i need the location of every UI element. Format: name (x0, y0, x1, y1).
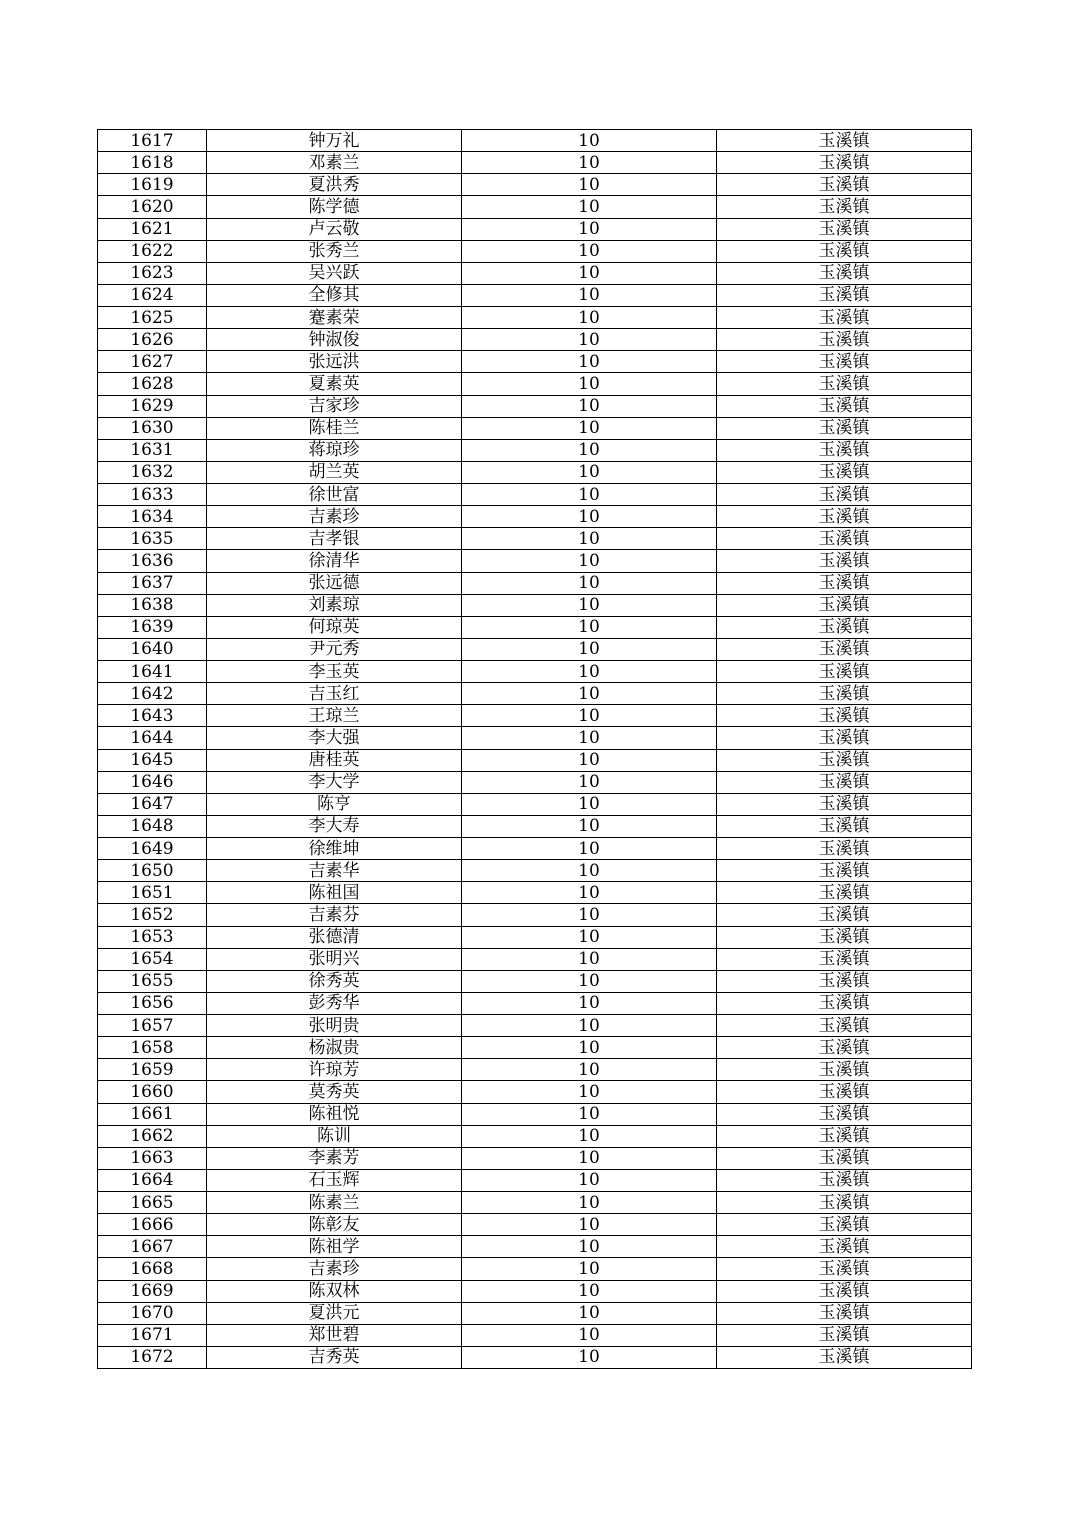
table-row (98, 130, 972, 152)
amount-cell: 10 (462, 484, 717, 506)
amount-cell: 10 (462, 1037, 717, 1059)
name-cell: 夏洪元 (207, 1302, 462, 1324)
row-number-cell: 1630 (98, 417, 207, 439)
amount-cell: 10 (462, 727, 717, 749)
row-number-cell: 1624 (98, 284, 207, 306)
amount-cell: 10 (462, 1169, 717, 1191)
town-cell: 玉溪镇 (717, 1214, 972, 1236)
table-row (98, 395, 972, 417)
name-cell: 彭秀华 (207, 992, 462, 1014)
name-cell: 陈双林 (207, 1280, 462, 1302)
table-row (98, 727, 972, 749)
amount-cell: 10 (462, 594, 717, 616)
table-row (98, 240, 972, 262)
amount-cell: 10 (462, 1324, 717, 1346)
town-cell: 玉溪镇 (717, 793, 972, 815)
amount-cell: 10 (462, 373, 717, 395)
table-row (98, 373, 972, 395)
row-number-cell: 1625 (98, 307, 207, 329)
table-row (98, 1192, 972, 1214)
row-number-cell: 1654 (98, 948, 207, 970)
name-cell: 李玉英 (207, 661, 462, 683)
amount-cell: 10 (462, 1280, 717, 1302)
table-row (98, 683, 972, 705)
town-cell: 玉溪镇 (717, 926, 972, 948)
amount-cell: 10 (462, 174, 717, 196)
row-number-cell: 1656 (98, 992, 207, 1014)
table-row (98, 661, 972, 683)
town-cell: 玉溪镇 (717, 373, 972, 395)
table-row (98, 926, 972, 948)
row-number-cell: 1631 (98, 439, 207, 461)
name-cell: 许琼芳 (207, 1059, 462, 1081)
town-cell: 玉溪镇 (717, 771, 972, 793)
name-cell: 刘素琼 (207, 594, 462, 616)
table-row (98, 838, 972, 860)
amount-cell: 10 (462, 1059, 717, 1081)
table-row (98, 1037, 972, 1059)
table-row (98, 793, 972, 815)
town-cell: 玉溪镇 (717, 1169, 972, 1191)
name-cell: 王琼兰 (207, 705, 462, 727)
amount-cell: 10 (462, 882, 717, 904)
table-row (98, 638, 972, 660)
amount-cell: 10 (462, 926, 717, 948)
row-number-cell: 1660 (98, 1081, 207, 1103)
town-cell: 玉溪镇 (717, 860, 972, 882)
row-number-cell: 1655 (98, 970, 207, 992)
row-number-cell: 1669 (98, 1280, 207, 1302)
row-number-cell: 1619 (98, 174, 207, 196)
amount-cell: 10 (462, 616, 717, 638)
row-number-cell: 1639 (98, 616, 207, 638)
town-cell: 玉溪镇 (717, 815, 972, 837)
table-row (98, 1059, 972, 1081)
row-number-cell: 1622 (98, 240, 207, 262)
amount-cell: 10 (462, 307, 717, 329)
name-cell: 唐桂英 (207, 749, 462, 771)
amount-cell: 10 (462, 793, 717, 815)
town-cell: 玉溪镇 (717, 240, 972, 262)
row-number-cell: 1642 (98, 683, 207, 705)
name-cell: 陈学德 (207, 196, 462, 218)
name-cell: 陈素兰 (207, 1192, 462, 1214)
table-row (98, 970, 972, 992)
row-number-cell: 1638 (98, 594, 207, 616)
town-cell: 玉溪镇 (717, 970, 972, 992)
amount-cell: 10 (462, 461, 717, 483)
town-cell: 玉溪镇 (717, 351, 972, 373)
row-number-cell: 1632 (98, 461, 207, 483)
table-row (98, 218, 972, 240)
amount-cell: 10 (462, 838, 717, 860)
name-cell: 吉孝银 (207, 528, 462, 550)
row-number-cell: 1657 (98, 1015, 207, 1037)
name-cell: 卢云敬 (207, 218, 462, 240)
table-row (98, 815, 972, 837)
name-cell: 蒋琼珍 (207, 439, 462, 461)
row-number-cell: 1667 (98, 1236, 207, 1258)
amount-cell: 10 (462, 395, 717, 417)
amount-cell: 10 (462, 1236, 717, 1258)
town-cell: 玉溪镇 (717, 218, 972, 240)
row-number-cell: 1662 (98, 1125, 207, 1147)
amount-cell: 10 (462, 970, 717, 992)
table-row (98, 1302, 972, 1324)
name-cell: 陈祖国 (207, 882, 462, 904)
row-number-cell: 1648 (98, 815, 207, 837)
town-cell: 玉溪镇 (717, 1059, 972, 1081)
town-cell: 玉溪镇 (717, 152, 972, 174)
name-cell: 吉玉红 (207, 683, 462, 705)
row-number-cell: 1634 (98, 506, 207, 528)
town-cell: 玉溪镇 (717, 727, 972, 749)
table-row (98, 771, 972, 793)
name-cell: 徐世富 (207, 484, 462, 506)
town-cell: 玉溪镇 (717, 284, 972, 306)
town-cell: 玉溪镇 (717, 484, 972, 506)
name-cell: 钟万礼 (207, 130, 462, 152)
row-number-cell: 1670 (98, 1302, 207, 1324)
town-cell: 玉溪镇 (717, 992, 972, 1014)
name-cell: 陈训 (207, 1125, 462, 1147)
town-cell: 玉溪镇 (717, 395, 972, 417)
amount-cell: 10 (462, 1147, 717, 1169)
table-row (98, 329, 972, 351)
table-row (98, 417, 972, 439)
amount-cell: 10 (462, 1103, 717, 1125)
row-number-cell: 1617 (98, 130, 207, 152)
amount-cell: 10 (462, 1192, 717, 1214)
name-cell: 陈祖悦 (207, 1103, 462, 1125)
table-row (98, 174, 972, 196)
table-row (98, 262, 972, 284)
name-cell: 尹元秀 (207, 638, 462, 660)
row-number-cell: 1653 (98, 926, 207, 948)
amount-cell: 10 (462, 683, 717, 705)
table-row (98, 461, 972, 483)
name-cell: 陈彰友 (207, 1214, 462, 1236)
name-cell: 胡兰英 (207, 461, 462, 483)
table-row (98, 860, 972, 882)
amount-cell: 10 (462, 240, 717, 262)
amount-cell: 10 (462, 550, 717, 572)
town-cell: 玉溪镇 (717, 329, 972, 351)
row-number-cell: 1644 (98, 727, 207, 749)
town-cell: 玉溪镇 (717, 1015, 972, 1037)
row-number-cell: 1647 (98, 793, 207, 815)
amount-cell: 10 (462, 1125, 717, 1147)
town-cell: 玉溪镇 (717, 1125, 972, 1147)
town-cell: 玉溪镇 (717, 417, 972, 439)
town-cell: 玉溪镇 (717, 550, 972, 572)
town-cell: 玉溪镇 (717, 1192, 972, 1214)
name-cell: 吴兴跃 (207, 262, 462, 284)
town-cell: 玉溪镇 (717, 749, 972, 771)
town-cell: 玉溪镇 (717, 594, 972, 616)
table-row (98, 948, 972, 970)
name-cell: 张秀兰 (207, 240, 462, 262)
amount-cell: 10 (462, 1015, 717, 1037)
amount-cell: 10 (462, 351, 717, 373)
name-cell: 蹇素荣 (207, 307, 462, 329)
name-cell: 张明贵 (207, 1015, 462, 1037)
table-row (98, 882, 972, 904)
town-cell: 玉溪镇 (717, 1081, 972, 1103)
table-row (98, 1103, 972, 1125)
table-row (98, 196, 972, 218)
row-number-cell: 1626 (98, 329, 207, 351)
row-number-cell: 1629 (98, 395, 207, 417)
row-number-cell: 1641 (98, 661, 207, 683)
amount-cell: 10 (462, 152, 717, 174)
table-row (98, 594, 972, 616)
row-number-cell: 1664 (98, 1169, 207, 1191)
amount-cell: 10 (462, 771, 717, 793)
row-number-cell: 1627 (98, 351, 207, 373)
table-row (98, 528, 972, 550)
name-cell: 吉秀英 (207, 1346, 462, 1368)
row-number-cell: 1621 (98, 218, 207, 240)
row-number-cell: 1649 (98, 838, 207, 860)
table-row (98, 550, 972, 572)
table-row (98, 992, 972, 1014)
amount-cell: 10 (462, 528, 717, 550)
town-cell: 玉溪镇 (717, 1280, 972, 1302)
amount-cell: 10 (462, 860, 717, 882)
roster-table-body (98, 130, 972, 1369)
row-number-cell: 1636 (98, 550, 207, 572)
table-row (98, 484, 972, 506)
amount-cell: 10 (462, 1258, 717, 1280)
table-row (98, 1258, 972, 1280)
amount-cell: 10 (462, 1081, 717, 1103)
row-number-cell: 1652 (98, 904, 207, 926)
name-cell: 张明兴 (207, 948, 462, 970)
town-cell: 玉溪镇 (717, 904, 972, 926)
table-row (98, 1147, 972, 1169)
row-number-cell: 1646 (98, 771, 207, 793)
name-cell: 杨淑贵 (207, 1037, 462, 1059)
row-number-cell: 1620 (98, 196, 207, 218)
town-cell: 玉溪镇 (717, 1258, 972, 1280)
row-number-cell: 1643 (98, 705, 207, 727)
amount-cell: 10 (462, 196, 717, 218)
row-number-cell: 1666 (98, 1214, 207, 1236)
row-number-cell: 1637 (98, 572, 207, 594)
amount-cell: 10 (462, 130, 717, 152)
town-cell: 玉溪镇 (717, 439, 972, 461)
name-cell: 吉家珍 (207, 395, 462, 417)
town-cell: 玉溪镇 (717, 1324, 972, 1346)
table-row (98, 1214, 972, 1236)
name-cell: 张远洪 (207, 351, 462, 373)
amount-cell: 10 (462, 417, 717, 439)
amount-cell: 10 (462, 661, 717, 683)
town-cell: 玉溪镇 (717, 1346, 972, 1368)
name-cell: 张远德 (207, 572, 462, 594)
amount-cell: 10 (462, 262, 717, 284)
table-row (98, 705, 972, 727)
town-cell: 玉溪镇 (717, 506, 972, 528)
name-cell: 徐清华 (207, 550, 462, 572)
table-row (98, 152, 972, 174)
table-row (98, 307, 972, 329)
row-number-cell: 1640 (98, 638, 207, 660)
name-cell: 莫秀英 (207, 1081, 462, 1103)
town-cell: 玉溪镇 (717, 638, 972, 660)
name-cell: 陈亨 (207, 793, 462, 815)
table-row (98, 351, 972, 373)
name-cell: 张德清 (207, 926, 462, 948)
name-cell: 李大强 (207, 727, 462, 749)
roster-table (97, 129, 972, 1369)
town-cell: 玉溪镇 (717, 461, 972, 483)
name-cell: 郑世碧 (207, 1324, 462, 1346)
table-row (98, 1081, 972, 1103)
amount-cell: 10 (462, 1214, 717, 1236)
name-cell: 吉素珍 (207, 1258, 462, 1280)
amount-cell: 10 (462, 506, 717, 528)
row-number-cell: 1668 (98, 1258, 207, 1280)
table-row (98, 439, 972, 461)
amount-cell: 10 (462, 572, 717, 594)
amount-cell: 10 (462, 948, 717, 970)
town-cell: 玉溪镇 (717, 661, 972, 683)
amount-cell: 10 (462, 992, 717, 1014)
town-cell: 玉溪镇 (717, 1103, 972, 1125)
name-cell: 夏素英 (207, 373, 462, 395)
table-row (98, 1280, 972, 1302)
name-cell: 李大寿 (207, 815, 462, 837)
name-cell: 何琼英 (207, 616, 462, 638)
row-number-cell: 1665 (98, 1192, 207, 1214)
name-cell: 吉素华 (207, 860, 462, 882)
row-number-cell: 1672 (98, 1346, 207, 1368)
town-cell: 玉溪镇 (717, 948, 972, 970)
table-row (98, 1125, 972, 1147)
amount-cell: 10 (462, 1302, 717, 1324)
town-cell: 玉溪镇 (717, 616, 972, 638)
town-cell: 玉溪镇 (717, 174, 972, 196)
town-cell: 玉溪镇 (717, 572, 972, 594)
row-number-cell: 1658 (98, 1037, 207, 1059)
table-row (98, 1346, 972, 1368)
row-number-cell: 1663 (98, 1147, 207, 1169)
amount-cell: 10 (462, 749, 717, 771)
town-cell: 玉溪镇 (717, 528, 972, 550)
town-cell: 玉溪镇 (717, 1147, 972, 1169)
amount-cell: 10 (462, 284, 717, 306)
amount-cell: 10 (462, 638, 717, 660)
amount-cell: 10 (462, 439, 717, 461)
amount-cell: 10 (462, 815, 717, 837)
name-cell: 邓素兰 (207, 152, 462, 174)
town-cell: 玉溪镇 (717, 262, 972, 284)
name-cell: 徐维坤 (207, 838, 462, 860)
name-cell: 李素芳 (207, 1147, 462, 1169)
name-cell: 李大学 (207, 771, 462, 793)
table-row (98, 1324, 972, 1346)
row-number-cell: 1628 (98, 373, 207, 395)
table-row (98, 572, 972, 594)
town-cell: 玉溪镇 (717, 838, 972, 860)
town-cell: 玉溪镇 (717, 683, 972, 705)
amount-cell: 10 (462, 1346, 717, 1368)
name-cell: 吉素芬 (207, 904, 462, 926)
row-number-cell: 1671 (98, 1324, 207, 1346)
row-number-cell: 1635 (98, 528, 207, 550)
row-number-cell: 1661 (98, 1103, 207, 1125)
town-cell: 玉溪镇 (717, 307, 972, 329)
table-row (98, 1169, 972, 1191)
name-cell: 夏洪秀 (207, 174, 462, 196)
table-row (98, 506, 972, 528)
table-row (98, 749, 972, 771)
name-cell: 钟淑俊 (207, 329, 462, 351)
town-cell: 玉溪镇 (717, 882, 972, 904)
amount-cell: 10 (462, 705, 717, 727)
row-number-cell: 1623 (98, 262, 207, 284)
table-row (98, 1015, 972, 1037)
row-number-cell: 1645 (98, 749, 207, 771)
town-cell: 玉溪镇 (717, 1302, 972, 1324)
name-cell: 吉素珍 (207, 506, 462, 528)
row-number-cell: 1651 (98, 882, 207, 904)
amount-cell: 10 (462, 329, 717, 351)
name-cell: 石玉辉 (207, 1169, 462, 1191)
table-row (98, 284, 972, 306)
table-row (98, 1236, 972, 1258)
town-cell: 玉溪镇 (717, 705, 972, 727)
name-cell: 全修其 (207, 284, 462, 306)
row-number-cell: 1659 (98, 1059, 207, 1081)
amount-cell: 10 (462, 904, 717, 926)
name-cell: 陈祖学 (207, 1236, 462, 1258)
row-number-cell: 1618 (98, 152, 207, 174)
town-cell: 玉溪镇 (717, 196, 972, 218)
town-cell: 玉溪镇 (717, 1037, 972, 1059)
table-row (98, 616, 972, 638)
name-cell: 徐秀英 (207, 970, 462, 992)
row-number-cell: 1650 (98, 860, 207, 882)
town-cell: 玉溪镇 (717, 130, 972, 152)
name-cell: 陈桂兰 (207, 417, 462, 439)
amount-cell: 10 (462, 218, 717, 240)
table-row (98, 904, 972, 926)
row-number-cell: 1633 (98, 484, 207, 506)
town-cell: 玉溪镇 (717, 1236, 972, 1258)
